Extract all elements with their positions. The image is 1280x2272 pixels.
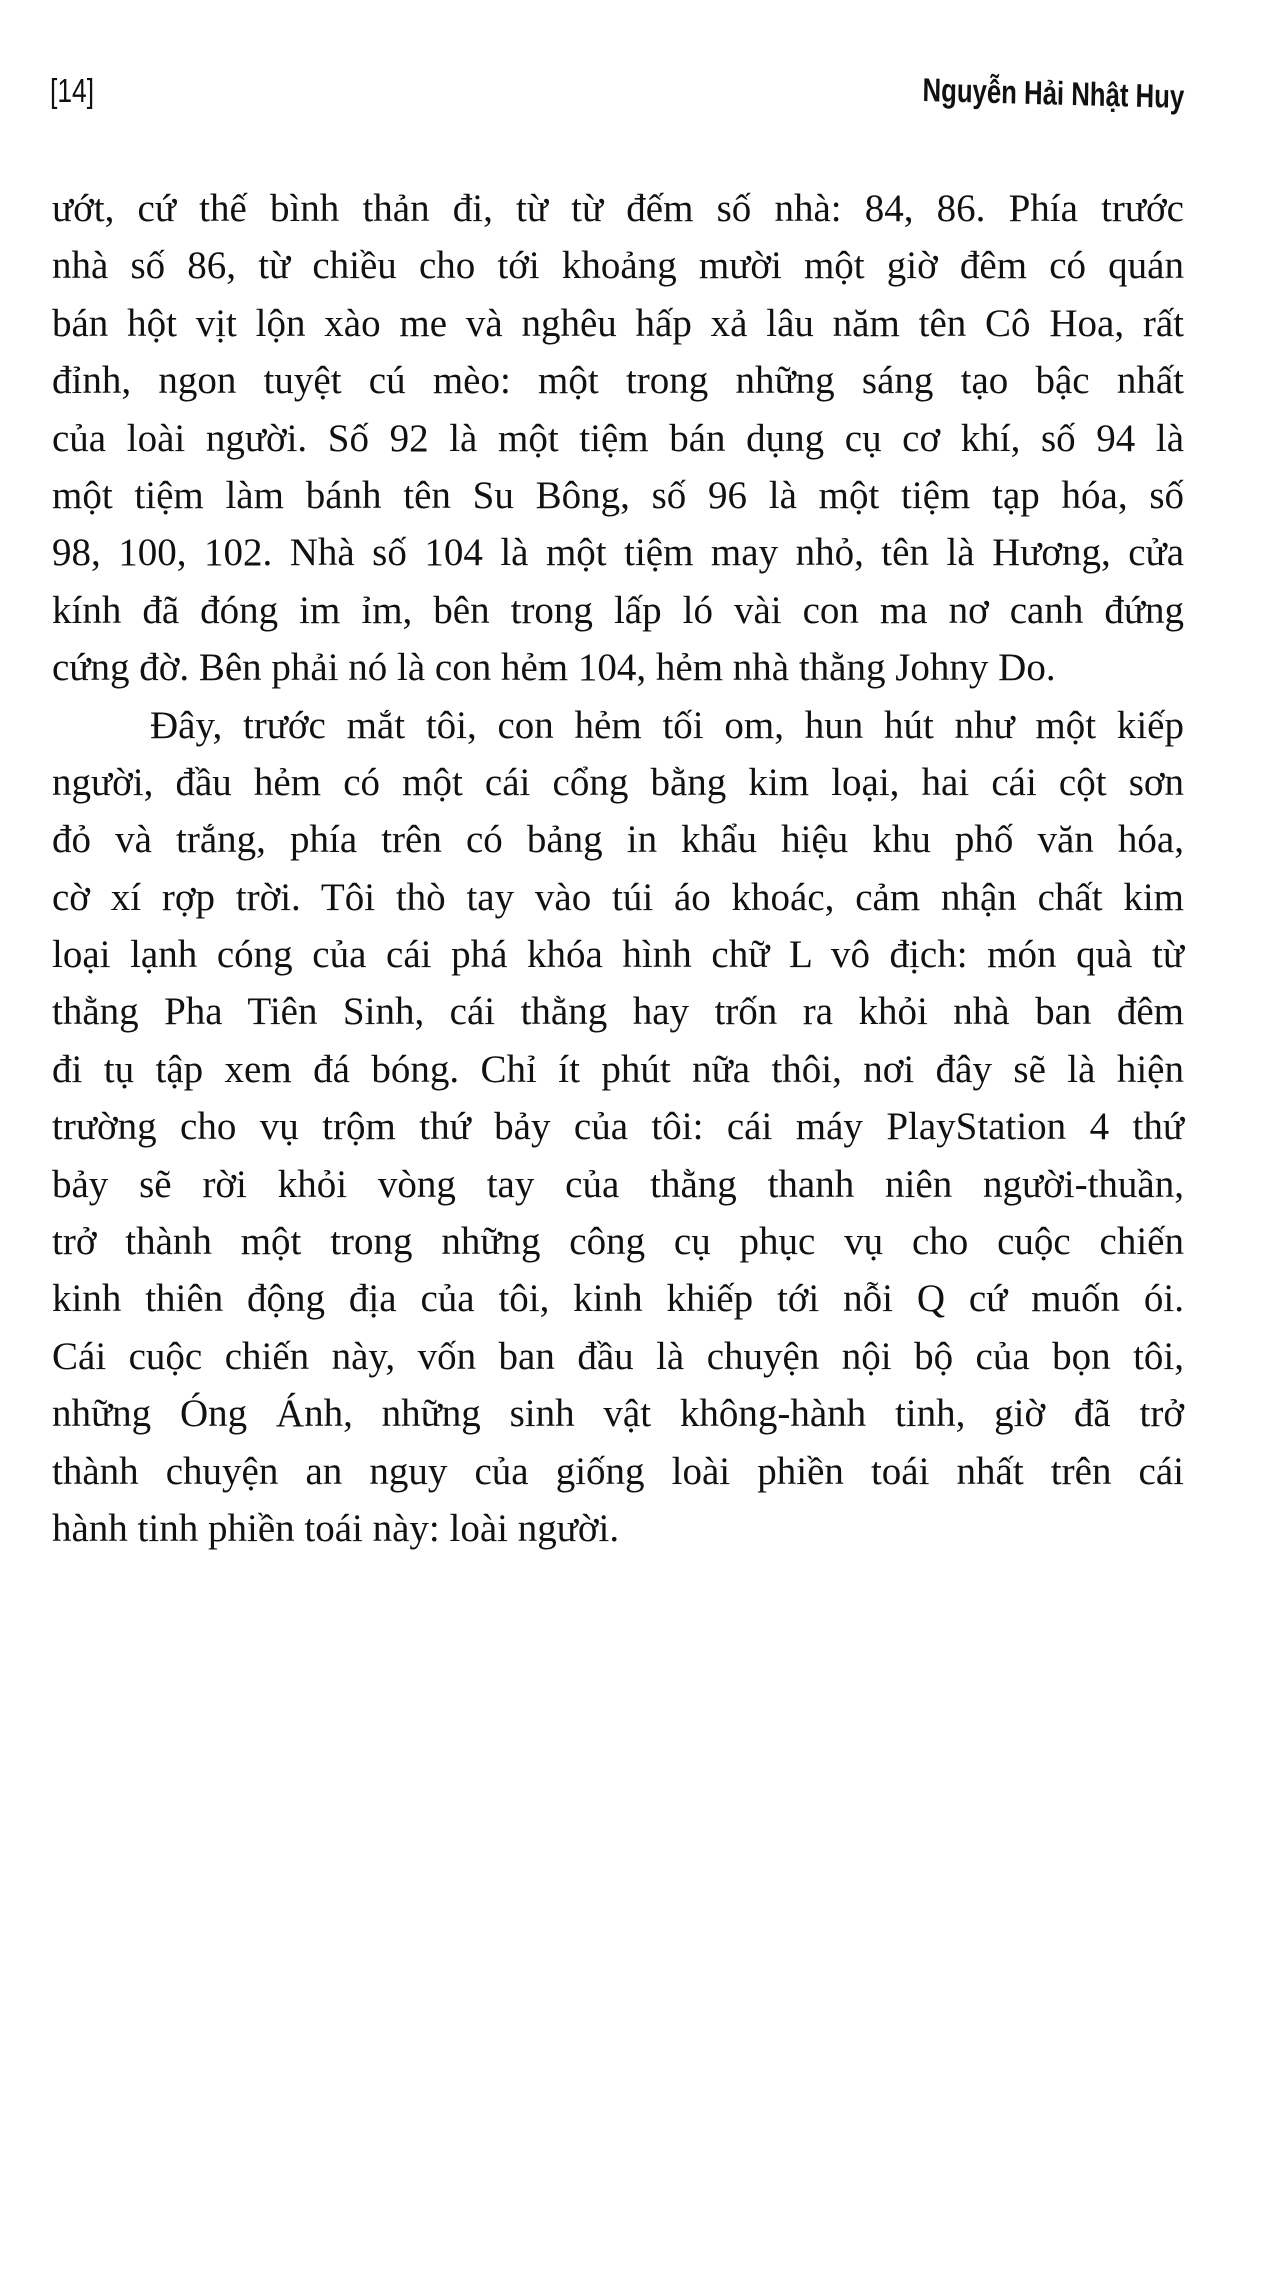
paragraph xyxy=(52,180,1184,697)
paragraph xyxy=(52,697,1184,1558)
page-number: [14] xyxy=(50,72,95,109)
text-line: đỉnh, ngon tuyệt cú mèo: một trong những sáng tạo bậc nhất xyxy=(52,359,1184,403)
text-line: trường cho vụ trộm thứ bảy của tôi: cái máy PlayStation 4 thứ xyxy=(52,1105,1184,1149)
text-line: kính đã đóng im ỉm, bên trong lấp ló vài con ma nơ canh đứng xyxy=(52,588,1184,632)
text-line: kinh thiên động địa của tôi, kinh khiếp tới nỗi Q cứ muốn ói. xyxy=(52,1277,1184,1321)
text-line: người, đầu hẻm có một cái cổng bằng kim loại, hai cái cột sơn xyxy=(52,760,1184,804)
text-line: nhà số 86, từ chiều cho tới khoảng mười một giờ đêm có quán xyxy=(52,244,1184,288)
text-line: thằng Pha Tiên Sinh, cái thằng hay trốn ra khỏi nhà ban đêm xyxy=(52,990,1184,1034)
text-line: đi tụ tập xem đá bóng. Chỉ ít phút nữa thôi, nơi đây sẽ là hiện xyxy=(52,1047,1184,1091)
body-text xyxy=(52,180,1184,1557)
text-line: trở thành một trong những công cụ phục vụ cho cuộc chiến xyxy=(52,1220,1184,1264)
text-line: Cái cuộc chiến này, vốn ban đầu là chuyện nội bộ của bọn tôi, xyxy=(52,1334,1184,1378)
text-line: những Óng Ánh, những sinh vật không-hành tinh, giờ đã trở xyxy=(52,1392,1184,1436)
text-line: thành chuyện an nguy của giống loài phiền toái nhất trên cái xyxy=(52,1449,1184,1493)
text-line: cờ xí rợp trời. Tôi thò tay vào túi áo khoác, cảm nhận chất kim xyxy=(52,875,1184,919)
text-line: bán hột vịt lộn xào me và nghêu hấp xả lâu năm tên Cô Hoa, rất xyxy=(52,301,1184,345)
text-line: 98, 100, 102. Nhà số 104 là một tiệm may nhỏ, tên là Hương, cửa xyxy=(52,531,1184,575)
text-line: của loài người. Số 92 là một tiệm bán dụng cụ cơ khí, số 94 là xyxy=(52,416,1184,460)
running-header-author: Nguyễn Hải Nhật Huy xyxy=(922,70,1185,115)
text-line: Đây, trước mắt tôi, con hẻm tối om, hun hút như một kiếp xyxy=(150,703,1184,747)
text-line: loại lạnh cóng của cái phá khóa hình chữ L vô địch: món quà từ xyxy=(52,933,1184,977)
text-line: đỏ và trắng, phía trên có bảng in khẩu hiệu khu phố văn hóa, xyxy=(52,818,1184,862)
text-line: hành tinh phiền toái này: loài người. xyxy=(52,1506,620,1550)
text-line: một tiệm làm bánh tên Su Bông, số 96 là một tiệm tạp hóa, số xyxy=(52,473,1184,517)
text-line: cứng đờ. Bên phải nó là con hẻm 104, hẻm nhà thằng Johny Do. xyxy=(52,646,1056,690)
text-line: ướt, cứ thế bình thản đi, từ từ đếm số nhà: 84, 86. Phía trước xyxy=(52,187,1184,230)
text-line: bảy sẽ rời khỏi vòng tay của thằng thanh niên người-thuần, xyxy=(52,1162,1184,1206)
